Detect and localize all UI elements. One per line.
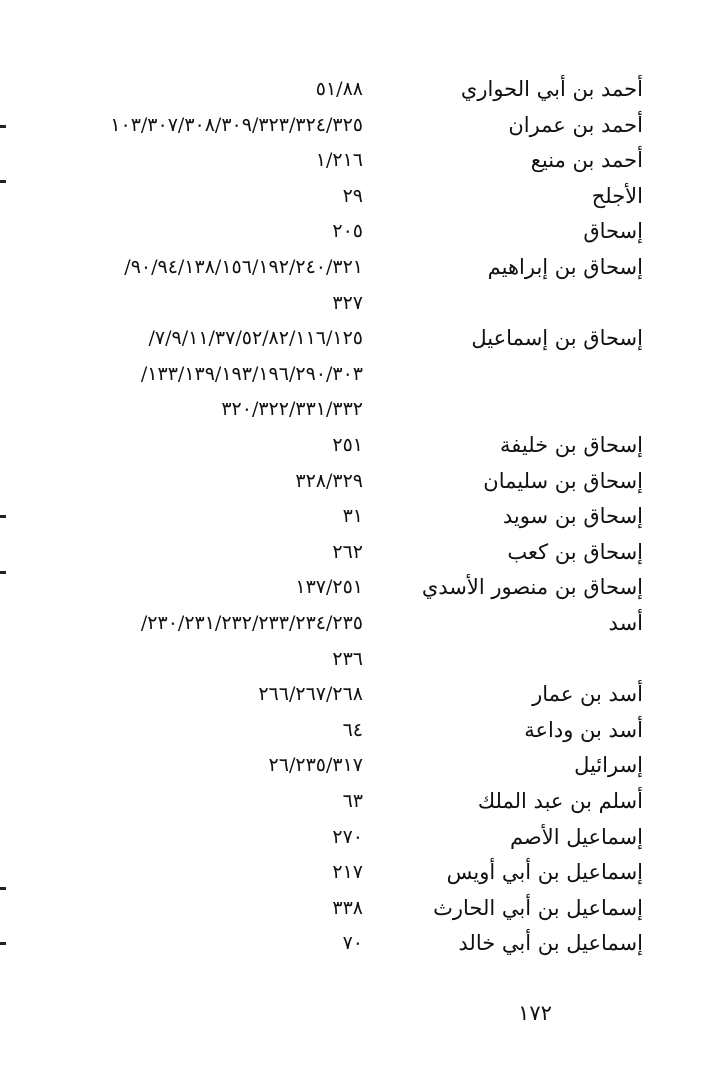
entry-pages: ٢٧٠ bbox=[332, 825, 363, 848]
entry-pages: ٣٢٨/٣٢٩ bbox=[295, 469, 363, 492]
entry-name: إسحاق بن إبراهيم bbox=[487, 255, 643, 279]
entry-pages: ٢٦٦/٢٦٧/٢٦٨ bbox=[258, 683, 363, 706]
entry-pages: ١٠٣/٣٠٧/٣٠٨/٣٠٩/٣٢٣/٣٢٤/٣٢٥ bbox=[110, 113, 363, 136]
entry-pages: ٢٣٦ bbox=[332, 647, 363, 670]
entry-pages: ٢٥١ bbox=[332, 434, 363, 456]
scan-mark bbox=[0, 180, 6, 183]
scan-mark bbox=[0, 942, 6, 945]
index-entry bbox=[0, 926, 723, 962]
entry-pages: ٢٦٢ bbox=[332, 540, 363, 563]
index-entry bbox=[0, 357, 723, 393]
index-entry bbox=[0, 677, 723, 713]
index-entry bbox=[0, 535, 723, 571]
entry-name: أسلم بن عبد الملك bbox=[477, 789, 643, 813]
entry-pages: ٣٣٨ bbox=[332, 896, 363, 919]
entry-name: إسماعيل الأصم bbox=[509, 824, 643, 849]
index-entry bbox=[0, 108, 723, 144]
index-entry bbox=[0, 713, 723, 749]
page-number: ١٧٢ bbox=[518, 1001, 552, 1025]
entry-pages: ٧٠ bbox=[342, 932, 363, 955]
scan-mark bbox=[0, 125, 6, 128]
entry-name: إسرائيل bbox=[574, 753, 643, 778]
entry-name: إسماعيل بن أبي أويس bbox=[446, 860, 643, 885]
index-entry bbox=[0, 72, 723, 108]
index-entry bbox=[0, 855, 723, 891]
entry-name: الأجلح bbox=[591, 183, 643, 208]
entry-pages: ٢٦/٢٣٥/٣١٧ bbox=[268, 754, 363, 777]
entry-pages: ٣٢٧ bbox=[332, 291, 363, 314]
scan-mark bbox=[0, 515, 6, 518]
index-entry bbox=[0, 606, 723, 642]
index-entry bbox=[0, 748, 723, 784]
entry-pages: ٢١٧ bbox=[332, 861, 363, 884]
index-entry bbox=[0, 286, 723, 322]
entry-name: أحمد بن أبي الحواري bbox=[460, 77, 643, 101]
scan-mark bbox=[0, 887, 6, 890]
index-entry bbox=[0, 784, 723, 820]
entry-pages: ٢٩ bbox=[342, 184, 363, 207]
index-entry bbox=[0, 570, 723, 606]
entry-name: أسد بن عمار bbox=[532, 682, 643, 707]
scan-mark bbox=[0, 571, 6, 574]
index-entry bbox=[0, 891, 723, 927]
index-entry bbox=[0, 820, 723, 856]
entry-name: إسحاق بن إسماعيل bbox=[471, 326, 643, 351]
entry-name: إسحاق بن كعب bbox=[507, 539, 643, 564]
index-entry bbox=[0, 214, 723, 250]
entry-pages: ٥١/٨٨ bbox=[315, 78, 363, 100]
index-entry bbox=[0, 321, 723, 357]
entry-pages: ٦٣ bbox=[342, 790, 363, 812]
index-entry bbox=[0, 428, 723, 464]
index-entry bbox=[0, 499, 723, 535]
entry-pages: ٧/٩/١١/٣٧/٥٢/٨٢/١١٦/١٢٥/ bbox=[148, 327, 363, 350]
entry-pages: ٣٢٠/٣٢٢/٣٣١/٣٣٢ bbox=[221, 398, 363, 421]
index-entry bbox=[0, 143, 723, 179]
index-entry bbox=[0, 392, 723, 428]
entry-pages: ٩٠/٩٤/١٣٨/١٥٦/١٩٢/٢٤٠/٣٢١/ bbox=[124, 256, 363, 278]
entry-name: إسماعيل بن أبي الحارث bbox=[433, 895, 643, 920]
entry-pages: ٣١ bbox=[342, 505, 363, 528]
entry-name: إسماعيل بن أبي خالد bbox=[458, 931, 643, 956]
entry-name: إسحاق بن سويد bbox=[502, 504, 643, 529]
entry-name: إسحاق bbox=[583, 219, 643, 244]
entry-name: إسحاق بن منصور الأسدي bbox=[421, 575, 643, 600]
entry-pages: ١/٢١٦ bbox=[315, 149, 363, 172]
entry-pages: ١٣٣/١٣٩/١٩٣/١٩٦/٢٩٠/٣٠٣/ bbox=[140, 362, 363, 385]
entry-pages: ٢٣٠/٢٣١/٢٣٢/٢٣٣/٢٣٤/٢٣٥/ bbox=[140, 612, 363, 634]
entry-name: إسحاق بن سليمان bbox=[483, 468, 643, 493]
entry-name: إسحاق بن خليفة bbox=[499, 433, 643, 457]
index-entry bbox=[0, 250, 723, 286]
index-entry bbox=[0, 642, 723, 678]
entry-name: أسد بن وداعة bbox=[524, 717, 643, 742]
entry-name: أحمد بن عمران bbox=[508, 112, 643, 137]
index-entry bbox=[0, 179, 723, 215]
entry-name: أسد bbox=[608, 611, 643, 635]
entry-pages: ٢٠٥ bbox=[332, 220, 363, 243]
index-entry bbox=[0, 464, 723, 500]
entry-name: أحمد بن منيع bbox=[530, 148, 643, 173]
entry-pages: ١٣٧/٢٥١ bbox=[295, 576, 363, 599]
entry-pages: ٦٤ bbox=[342, 718, 363, 741]
